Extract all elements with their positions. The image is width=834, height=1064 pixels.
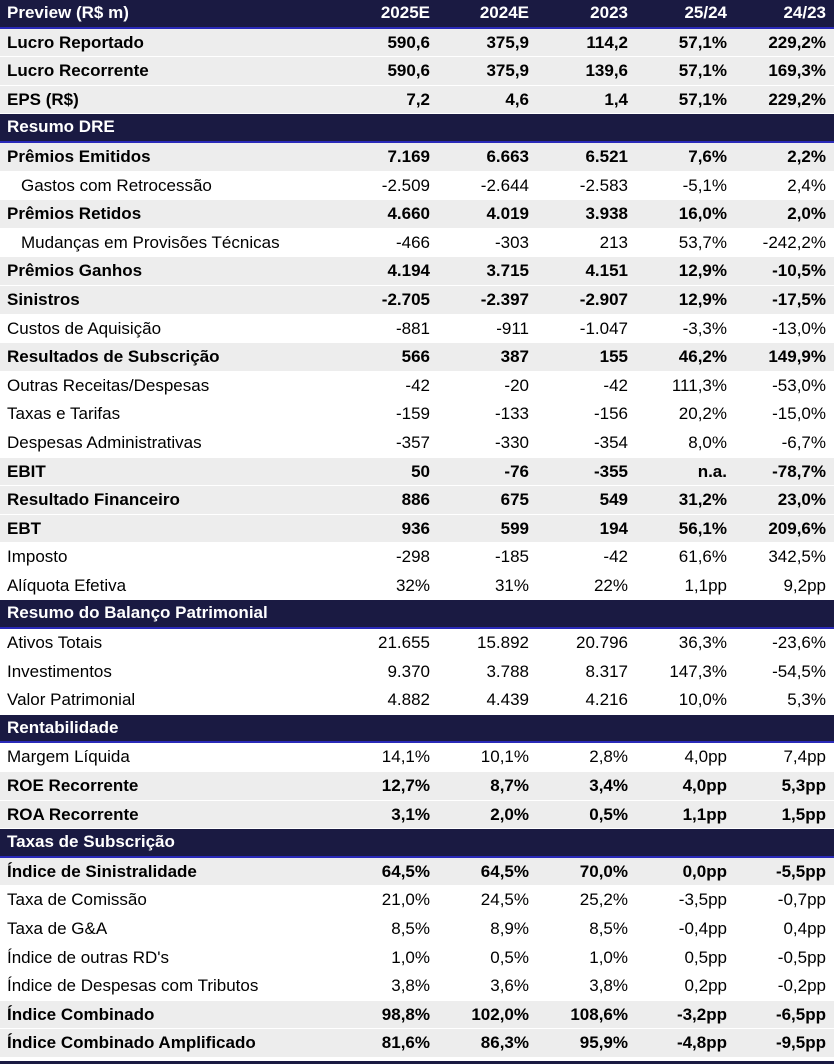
cell: 5,3pp xyxy=(781,776,826,796)
row-label: EPS (R$) xyxy=(7,89,79,109)
cell: -42 xyxy=(603,375,628,395)
section-header-row xyxy=(0,715,834,744)
row-label: Outras Receitas/Despesas xyxy=(7,375,210,395)
row-label: Margem Líquida xyxy=(7,747,130,767)
cell: 114,2 xyxy=(586,32,628,52)
cell: 24,5% xyxy=(480,890,529,910)
cell: 20,2% xyxy=(678,404,727,424)
cell: 57,1% xyxy=(678,89,727,109)
cell: -17,5% xyxy=(772,289,826,309)
cell: 229,2% xyxy=(768,89,826,109)
row-label: Resultado Financeiro xyxy=(7,490,180,510)
table-row xyxy=(0,686,834,715)
cell: 2,0% xyxy=(787,204,826,224)
table-row xyxy=(0,1001,834,1030)
cell: -2.705 xyxy=(381,289,430,309)
cell: 9.370 xyxy=(387,661,430,681)
table-title: Preview (R$ m) xyxy=(7,3,129,22)
cell: 599 xyxy=(500,518,529,538)
cell: 14,1% xyxy=(381,747,430,767)
row-label: Gastos com Retrocessão xyxy=(21,175,212,195)
cell: -15,0% xyxy=(772,404,826,424)
table-row xyxy=(0,772,834,801)
row-label: Resultados de Subscrição xyxy=(7,347,220,367)
cell: 149,9% xyxy=(768,347,826,367)
cell: 1,0% xyxy=(391,947,430,967)
cell: 50 xyxy=(411,461,430,481)
cell: 375,9 xyxy=(486,61,529,81)
row-label: Índice de Despesas com Tributos xyxy=(7,976,259,996)
cell: 8,9% xyxy=(490,919,529,938)
cell: -5,5pp xyxy=(775,861,826,881)
cell: -911 xyxy=(496,318,529,338)
cell: 0,4pp xyxy=(783,919,826,938)
cell: -0,7pp xyxy=(777,890,826,910)
cell: 10,0% xyxy=(678,690,727,710)
cell: 10,1% xyxy=(480,747,529,767)
cell: 46,2% xyxy=(678,347,727,367)
cell: 0,0pp xyxy=(682,861,727,881)
table-row xyxy=(0,458,834,487)
row-label: Imposto xyxy=(7,547,68,567)
row-label: Ativos Totais xyxy=(7,633,103,653)
cell: 1,5pp xyxy=(781,804,826,824)
row-label: Custos de Aquisição xyxy=(7,318,162,338)
table-row xyxy=(0,315,834,344)
cell: -881 xyxy=(395,318,430,338)
cell: 566 xyxy=(401,347,430,367)
cell: 4.151 xyxy=(585,261,628,281)
cell: 8.317 xyxy=(585,661,628,681)
table-row xyxy=(0,915,834,944)
cell: -9,5pp xyxy=(775,1033,826,1053)
cell: 387 xyxy=(500,347,529,367)
cell: 2,2% xyxy=(787,146,826,166)
cell: 1,4 xyxy=(604,89,628,109)
cell: 111,3% xyxy=(671,375,727,395)
cell: -2.583 xyxy=(579,175,628,195)
cell: -13,0% xyxy=(772,318,826,338)
table-row xyxy=(0,944,834,973)
cell: 86,3% xyxy=(480,1033,529,1053)
cell: 549 xyxy=(599,490,628,510)
cell: 209,6% xyxy=(768,518,826,538)
row-label: Taxas e Tarifas xyxy=(7,404,121,424)
table-row xyxy=(0,229,834,258)
cell: 8,0% xyxy=(688,432,727,452)
table-row xyxy=(0,515,834,544)
cell: 2,0% xyxy=(490,804,529,824)
column-header: 24/23 xyxy=(783,3,826,22)
cell: -354 xyxy=(593,432,628,452)
cell: 15.892 xyxy=(477,633,529,653)
cell: n.a. xyxy=(697,461,727,481)
cell: -2.509 xyxy=(381,175,430,195)
cell: -1.047 xyxy=(579,318,628,338)
cell: 8,5% xyxy=(589,919,628,938)
table-row xyxy=(0,429,834,458)
cell: 0,5% xyxy=(589,804,628,824)
row-label: Prêmios Emitidos xyxy=(7,146,151,166)
row-label: Valor Patrimonial xyxy=(7,690,136,710)
cell: 21.655 xyxy=(378,633,430,653)
cell: -355 xyxy=(593,461,628,481)
cell: 342,5% xyxy=(768,547,826,567)
section-header-row xyxy=(0,600,834,629)
cell: 25,2% xyxy=(579,890,628,910)
cell: 56,1% xyxy=(678,518,727,538)
cell: 3.938 xyxy=(585,204,628,224)
cell: 4.660 xyxy=(387,204,430,224)
cell: -466 xyxy=(395,232,430,252)
cell: -20 xyxy=(504,375,529,395)
row-label: Índice Combinado Amplificado xyxy=(7,1033,256,1053)
row-label: Lucro Reportado xyxy=(7,32,144,52)
cell: 70,0% xyxy=(579,861,628,881)
cell: -53,0% xyxy=(772,375,826,395)
cell: 4.194 xyxy=(387,261,430,281)
cell: -0,2pp xyxy=(777,976,826,996)
cell: 81,6% xyxy=(381,1033,430,1053)
cell: 64,5% xyxy=(480,861,529,881)
table-row xyxy=(0,143,834,172)
cell: 6.663 xyxy=(486,146,529,166)
cell: 147,3% xyxy=(669,661,727,681)
cell: -76 xyxy=(504,461,529,481)
row-label: Alíquota Efetiva xyxy=(7,575,127,595)
cell: 1,1pp xyxy=(682,804,727,824)
cell: 4,0pp xyxy=(684,747,727,767)
cell: -0,4pp xyxy=(678,919,727,938)
table-row xyxy=(0,257,834,286)
table-row xyxy=(0,801,834,830)
table-row xyxy=(0,400,834,429)
cell: -78,7% xyxy=(772,461,826,481)
cell: 4.019 xyxy=(486,204,529,224)
row-label: Sinistros xyxy=(7,289,80,309)
cell: -6,5pp xyxy=(775,1004,826,1024)
row-label: EBIT xyxy=(7,461,46,481)
cell: -23,6% xyxy=(772,633,826,653)
cell: 886 xyxy=(401,490,430,510)
row-label: Despesas Administrativas xyxy=(7,432,202,452)
row-label: ROE Recorrente xyxy=(7,776,139,796)
cell: -242,2% xyxy=(762,232,826,252)
section-title: Rentabilidade xyxy=(7,717,119,737)
cell: 3,1% xyxy=(391,804,430,824)
cell: 36,3% xyxy=(678,633,727,653)
cell: -5,1% xyxy=(682,175,727,195)
table-row xyxy=(0,972,834,1001)
table-row xyxy=(0,200,834,229)
table-row xyxy=(0,372,834,401)
section-title: Resumo do Balanço Patrimonial xyxy=(7,603,268,623)
cell: 0,2pp xyxy=(684,976,727,996)
cell: -2.907 xyxy=(579,289,628,309)
cell: 4.216 xyxy=(585,690,628,710)
cell: -10,5% xyxy=(772,261,826,281)
cell: 155 xyxy=(599,347,628,367)
cell: 590,6 xyxy=(387,61,430,81)
table-row xyxy=(0,172,834,201)
cell: -3,2pp xyxy=(676,1004,727,1024)
cell: 102,0% xyxy=(471,1004,529,1024)
table-row xyxy=(0,543,834,572)
cell: 936 xyxy=(401,518,430,538)
row-label: Índice Combinado xyxy=(7,1004,155,1024)
cell: 0,5pp xyxy=(684,947,727,967)
cell: -42 xyxy=(603,547,628,567)
cell: 64,5% xyxy=(381,861,430,881)
cell: 3.715 xyxy=(486,261,529,281)
cell: 675 xyxy=(500,490,529,510)
cell: -0,5pp xyxy=(777,947,826,967)
cell: -330 xyxy=(494,432,529,452)
cell: 31,2% xyxy=(678,490,727,510)
cell: 7,6% xyxy=(688,146,727,166)
section-header-row xyxy=(0,829,834,858)
cell: 4,0pp xyxy=(682,776,727,796)
cell: 3,8% xyxy=(589,976,628,996)
cell: 1,0% xyxy=(589,947,628,967)
cell: -2.397 xyxy=(480,289,529,309)
cell: 7,4pp xyxy=(783,747,826,767)
row-label: Prêmios Ganhos xyxy=(7,261,143,281)
cell: 9,2pp xyxy=(783,575,826,595)
row-label: Prêmios Retidos xyxy=(7,204,142,224)
row-label: Índice de outras RD's xyxy=(7,947,169,967)
cell: -298 xyxy=(395,547,430,567)
cell: -4,8pp xyxy=(676,1033,727,1053)
table-row xyxy=(0,1029,834,1058)
cell: 53,7% xyxy=(678,232,727,252)
cell: 98,8% xyxy=(381,1004,430,1024)
cell: 8,7% xyxy=(490,776,529,796)
table-header-row xyxy=(0,0,834,29)
cell: -42 xyxy=(405,375,430,395)
table-row xyxy=(0,57,834,86)
cell: 3,6% xyxy=(490,976,529,996)
cell: 2,8% xyxy=(589,747,628,767)
row-label: Lucro Recorrente xyxy=(7,61,149,81)
cell: 375,9 xyxy=(486,32,529,52)
column-header: 25/24 xyxy=(684,3,727,22)
cell: 3,8% xyxy=(391,976,430,996)
cell: -6,7% xyxy=(781,432,826,452)
row-label: Investimentos xyxy=(7,661,112,681)
section-title: Resumo DRE xyxy=(7,117,115,137)
cell: -357 xyxy=(395,432,430,452)
table-row xyxy=(0,858,834,887)
row-label: Taxa de G&A xyxy=(7,919,108,938)
cell: 108,6% xyxy=(570,1004,628,1024)
row-label: EBT xyxy=(7,518,41,538)
column-header: 2023 xyxy=(590,3,628,22)
cell: 5,3% xyxy=(787,690,826,710)
row-label: ROA Recorrente xyxy=(7,804,139,824)
cell: 12,9% xyxy=(678,289,727,309)
cell: 139,6 xyxy=(585,61,628,81)
cell: -54,5% xyxy=(772,661,826,681)
row-label: Taxa de Comissão xyxy=(7,890,147,910)
cell: 57,1% xyxy=(678,61,727,81)
cell: 21,0% xyxy=(381,890,430,910)
cell: 169,3% xyxy=(768,61,826,81)
cell: 95,9% xyxy=(579,1033,628,1053)
cell: 12,7% xyxy=(381,776,430,796)
table-row xyxy=(0,743,834,772)
row-label: Índice de Sinistralidade xyxy=(7,861,197,881)
cell: 0,5% xyxy=(490,947,529,967)
cell: 194 xyxy=(599,518,628,538)
cell: 22% xyxy=(593,575,628,595)
cell: 3.788 xyxy=(486,661,529,681)
cell: 61,6% xyxy=(678,547,727,567)
cell: 4.882 xyxy=(387,690,430,710)
table-row xyxy=(0,486,834,515)
cell: 8,5% xyxy=(391,919,430,938)
table-row xyxy=(0,29,834,58)
cell: 6.521 xyxy=(585,146,628,166)
cell: 23,0% xyxy=(777,490,826,510)
section-header-row xyxy=(0,114,834,143)
cell: 229,2% xyxy=(768,32,826,52)
table-row xyxy=(0,572,834,601)
cell: 590,6 xyxy=(387,32,430,52)
cell: -156 xyxy=(593,404,628,424)
cell: 12,9% xyxy=(678,261,727,281)
cell: 4,6 xyxy=(505,89,529,109)
cell: -159 xyxy=(395,404,430,424)
cell: -185 xyxy=(494,547,529,567)
table-row xyxy=(0,286,834,315)
column-header: 2025E xyxy=(380,3,430,22)
cell: 3,4% xyxy=(589,776,628,796)
cell: 32% xyxy=(395,575,430,595)
cell: 31% xyxy=(494,575,529,595)
cell: -2.644 xyxy=(480,175,529,195)
table-row xyxy=(0,886,834,915)
cell: 57,1% xyxy=(678,32,727,52)
cell: 16,0% xyxy=(678,204,727,224)
cell: -3,3% xyxy=(682,318,727,338)
table-row xyxy=(0,658,834,687)
column-header: 2024E xyxy=(479,3,529,22)
cell: 7.169 xyxy=(387,146,430,166)
cell: -303 xyxy=(494,232,529,252)
cell: 213 xyxy=(599,232,628,252)
cell: -3,5pp xyxy=(678,890,727,910)
cell: 20.796 xyxy=(576,633,628,653)
row-label: Mudanças em Provisões Técnicas xyxy=(21,232,280,252)
cell: 1,1pp xyxy=(684,575,727,595)
table-row xyxy=(0,343,834,372)
cell: 7,2 xyxy=(406,89,430,109)
cell: 4.439 xyxy=(486,690,529,710)
cell: -133 xyxy=(494,404,529,424)
table-row xyxy=(0,86,834,115)
cell: 2,4% xyxy=(787,175,826,195)
section-title: Taxas de Subscrição xyxy=(7,832,175,852)
table-row xyxy=(0,629,834,658)
